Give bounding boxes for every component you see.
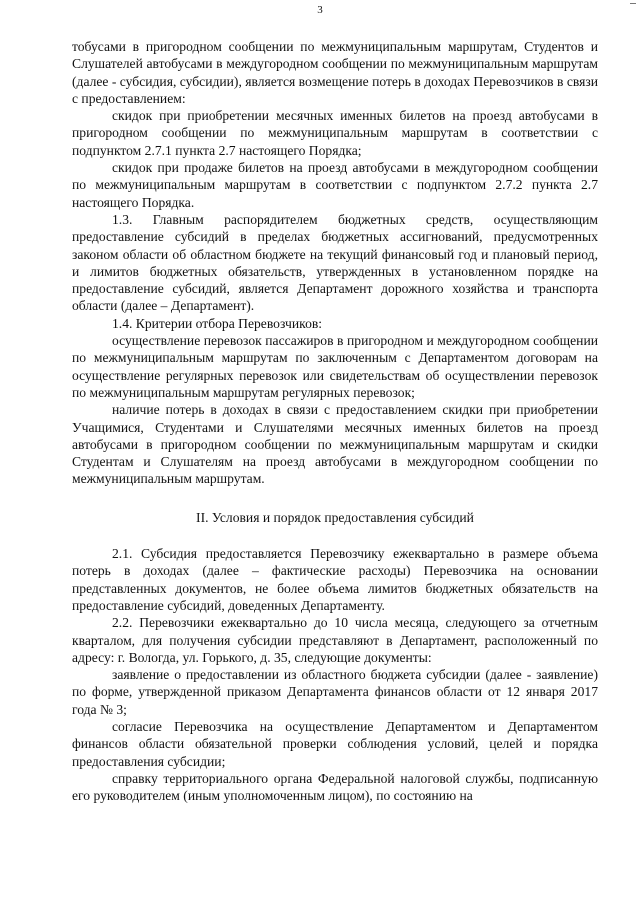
paragraph-p6: наличие потерь в доходах в связи с предоставлением скидки при приобретении Учащимися, Студентами и Слушателями месячных именных билетов на проезд автобусами в пригородном сообщении по межмуниципальным маршрутам и скидки Студентам и Слушателям на проезд автобусами в междугородном сообщении по межмуниципальным маршрутам. bbox=[72, 402, 598, 487]
paragraph-p5: осуществление перевозок пассажиров в пригородном и междугородном сообщении по межмуниципальным маршрутам по заключенным с Департаментом договорам на осуществление регулярных перевозок или свидетельствам об осуществлении перевозок по межмуниципальным маршрутам регулярных перевозок; bbox=[72, 333, 598, 400]
paragraph-p2: скидок при продаже билетов на проезд автобусами в междугородном сообщении по межмуниципальным маршрутам в соответствии с подпунктом 2.7.2 пункта 2.7 настоящего Порядка. bbox=[72, 160, 598, 210]
paragraphs-bottom bbox=[72, 545, 598, 804]
paragraph-p8: 2.2. Перевозчики ежеквартально до 10 числа месяца, следующего за отчетным кварталом, для получения субсидии представляют в Департамент, расположенный по адресу: г. Вологда, ул. Горького, д. 35, следующие документы: bbox=[72, 615, 598, 665]
paragraph-p3: 1.3. Главным распорядителем бюджетных средств, осуществляющим предоставление субсидий в пределах бюджетных ассигнований, предусмотренных законом области об областном бюджете на текущий финансовый год и плановый период, и лимитов бюджетных обязательств, утвержденных в установленном порядке на предоставление субсидий, является Департамент дорожного хозяйства и транспорта области (далее – Департамент). bbox=[72, 211, 598, 314]
paragraph-p0: тобусами в пригородном сообщении по межмуниципальным маршрутам, Студентов и Слушателей автобусами в междугородном сообщении по межмуниципальным маршрутам (далее - субсидия, субсидии), является возмещение потерь в доходах Перевозчиков в связи с предоставлением: bbox=[72, 39, 598, 106]
paragraphs-top bbox=[72, 38, 598, 488]
document-body bbox=[72, 38, 598, 804]
paragraph-p11: справку территориального органа Федеральной налоговой службы, подписанную его руководителем (иным уполномоченным лицом), по состоянию на bbox=[72, 770, 598, 804]
paragraph-p1: скидок при приобретении месячных именных билетов на проезд автобусами в пригородном сообщении по межмуниципальным маршрутам в соответствии с подпунктом 2.7.1 пункта 2.7 настоящего Порядка; bbox=[72, 108, 598, 158]
paragraph-p10: согласие Перевозчика на осуществление Департаментом и Департаментом финансов области обязательной проверки соблюдения условий, целей и порядка предоставления субсидии; bbox=[72, 718, 598, 769]
section-title: II. Условия и порядок предоставления субсидий bbox=[196, 509, 474, 525]
paragraph-p4: 1.4. Критерии отбора Перевозчиков: bbox=[112, 315, 323, 331]
page-number: 3 bbox=[317, 4, 323, 16]
paragraph-p7: 2.1. Субсидия предоставляется Перевозчику ежеквартально в размере объема потерь в доходах (далее – фактические расходы) Перевозчика на основании представленных документов, не более объема лимитов бюджетных обязательств на предоставление субсидий, доведенных Департаменту. bbox=[72, 546, 598, 613]
paragraph-p9: заявление о предоставлении из областного бюджета субсидии (далее - заявление) по форме, утвержденной приказом Департамента финансов области от 12 января 2017 года № 3; bbox=[72, 667, 598, 717]
